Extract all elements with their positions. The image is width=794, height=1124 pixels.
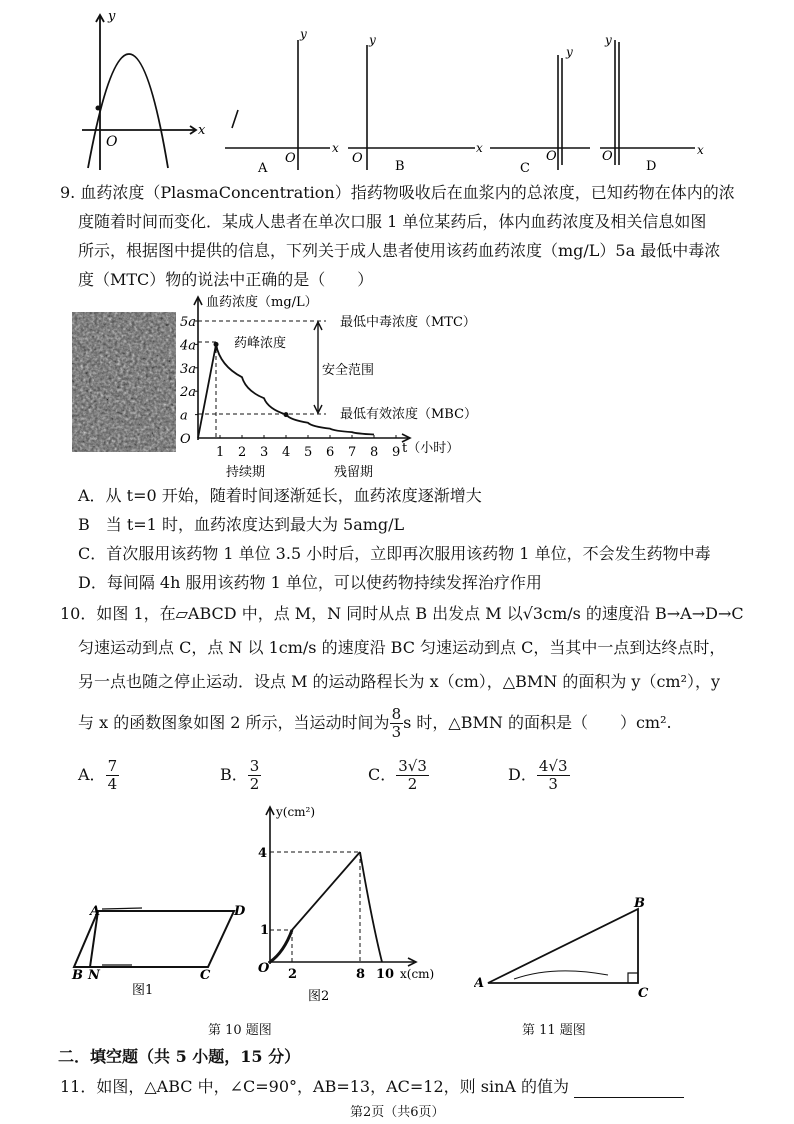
q10-time-fraction: $\frac{8}{3}$ — [391, 705, 402, 741]
q9-safe-arrow — [314, 322, 322, 413]
fig1-label-a: A — [90, 904, 101, 919]
q9-xtick-label: 2 — [238, 445, 247, 460]
q8d-o: O — [602, 149, 613, 164]
q8a-x: x — [332, 141, 339, 155]
q8-axis-y: y — [108, 9, 116, 24]
q11-figure — [474, 895, 674, 1005]
pill-photo — [72, 312, 176, 452]
q9-xlabel: t（小时） — [402, 441, 460, 456]
q9-concentration-chart — [176, 290, 616, 486]
fig2-tick-x8: 8 — [356, 967, 366, 982]
q10-line-4b: s 时，△BMN 的面积是（ ）cm². — [403, 713, 672, 732]
q8b-o: O — [352, 151, 363, 166]
q9-line-3: 所示，根据图中提供的信息，下列关于成人患者使用该药血药浓度（mg/L）5a 最低中毒浓 — [78, 241, 721, 260]
fig2-tick-x10: 10 — [376, 967, 395, 982]
q10-line-2: 匀速运动到点 C，点 N 以 1cm/s 的速度沿 BC 匀速运动到点 C，当其中一点到达终点时， — [78, 638, 726, 657]
parallelogram-abcd — [74, 911, 234, 967]
q9-ytick-label: a — [180, 408, 188, 424]
q10-figure-caption: 第 10 题图 — [208, 1023, 272, 1038]
q9-xtick-label: 9 — [392, 445, 401, 460]
q9-xtick-label: 8 — [370, 445, 379, 460]
q8a-y: y — [300, 27, 307, 41]
q8-option-d-label: D — [646, 159, 657, 174]
q10-option-c: C． $\frac{3√3}{2}$ — [368, 757, 427, 793]
q9-ytick-label: O — [180, 432, 191, 447]
fig2-tick-y4: 4 — [258, 846, 268, 861]
q10-line-4 — [78, 706, 672, 741]
q9-residual-label: 残留期 — [334, 465, 374, 480]
q9-option-c: C．首次服用该药物 1 单位 3.5 小时后，立即再次服用该药物 1 单位，不会发生药物中毒 — [78, 544, 711, 563]
q9-line-4: 度（MTC）物的说法中正确的是（ ） — [78, 270, 374, 289]
fig2-tick-y1: 1 — [260, 923, 270, 938]
q9-ytick-label: 5a — [180, 315, 197, 330]
q9-xtick-label: 6 — [326, 445, 335, 460]
q9-mbc-label: 最低有效浓度（MBC） — [340, 407, 478, 422]
section-heading: 二．填空题（共 5 小题，15 分） — [58, 1047, 301, 1066]
fig2-tick-x2: 2 — [288, 967, 298, 982]
fig2-line-segment — [292, 852, 360, 930]
q10-figure-1 — [62, 895, 262, 995]
q9-line-1: 9. 血药浓度（PlasmaConcentration）指药物吸收后在血浆内的总浓度，已知药物在体内的浓 — [60, 183, 735, 202]
fig1-caption: 图1 — [132, 983, 154, 995]
q9-concentration-curve — [198, 344, 374, 438]
fig2-curve-segment — [270, 930, 292, 962]
q10-line-3: 另一点也随之停止运动．设点 M 的运动路程长为 x（cm），△BMN 的面积为 y（cm²），y — [78, 672, 721, 691]
q9-xtick-label: 3 — [260, 445, 269, 460]
q11-label-c: C — [638, 986, 649, 1001]
q11-question: 11．如图，△ABC 中，∠C=90°，AB=13，AC=12，则 sinA 的值为 — [60, 1076, 684, 1098]
q8a-o: O — [285, 151, 296, 166]
q8-graphs — [0, 0, 794, 178]
q8c-y: y — [566, 45, 573, 59]
q9-peak-label: 药峰浓度 — [234, 336, 287, 351]
q8-option-a-graph — [225, 40, 330, 170]
q9-ylabel: 血药浓度（mg/L） — [206, 295, 318, 310]
fig2-origin: O — [258, 961, 270, 976]
q8-option-c-label: C — [520, 161, 530, 176]
q8-option-a-label: A — [258, 161, 268, 176]
q8d-y: y — [605, 33, 612, 47]
q9-option-b: B 当 t=1 时，血药浓度达到最大为 5amg/L — [78, 515, 405, 534]
q11-label-a: A — [474, 976, 485, 991]
q8-option-c-graph — [490, 55, 590, 170]
q10-option-b: B． $\frac{3}{2}$ — [220, 757, 260, 793]
q8-option-d-graph — [600, 40, 695, 165]
q9-line-2: 度随着时间而变化．某成人患者在单次口服 1 单位某药后，体内血药浓度及相关信息如图 — [78, 212, 707, 231]
q11-label-b: B — [634, 896, 645, 911]
fig2-decline-segment — [360, 852, 382, 962]
triangle-abc — [488, 909, 638, 983]
q9-xtick-label: 7 — [348, 445, 357, 460]
q9-option-a: A．从 t=0 开始，随着时间逐渐延长，血药浓度逐渐增大 — [78, 486, 482, 505]
q9-option-d: D．每间隔 4h 服用该药物 1 单位，可以使药物持续发挥治疗作用 — [78, 573, 542, 592]
fig1-label-c: C — [200, 968, 211, 983]
q11-answer-blank[interactable] — [574, 1081, 684, 1098]
q10-line-4a: 与 x 的函数图象如图 2 所示，当运动时间为 — [78, 713, 390, 732]
fig1-label-n: N — [88, 968, 100, 983]
fig1-label-b: B — [72, 968, 83, 983]
q9-xtick-label: 1 — [216, 445, 225, 460]
q10-line-1: 10．如图 1，在▱ABCD 中，点 M，N 同时从点 B 出发点 M 以√3cm/s 的速度沿 B→A→D→C — [60, 604, 744, 623]
q8b-x: x — [476, 141, 483, 155]
q9-ytick-label: 4a — [180, 338, 197, 354]
q8-option-b-label: B — [395, 159, 405, 174]
q11-figure-caption: 第 11 题图 — [522, 1023, 586, 1038]
q10-option-a: A． $\frac{7}{4}$ — [78, 757, 118, 793]
q9-safe-label: 安全范围 — [322, 363, 375, 378]
q10-figure-2 — [250, 802, 450, 1002]
q8-option-b-graph — [348, 45, 475, 170]
q9-mtc-label: 最低中毒浓度（MTC） — [340, 315, 476, 330]
fig1-label-d: D — [234, 904, 246, 919]
fig2-caption: 图2 — [308, 989, 330, 1002]
q10-option-d: D． $\frac{4√3}{3}$ — [508, 757, 568, 793]
q8-axis-x: x — [198, 123, 206, 138]
q9-xtick-label: 4 — [282, 445, 291, 460]
q9-xtick-label: 5 — [304, 445, 313, 460]
fig2-xlabel: x(cm) — [400, 967, 435, 981]
page-footer: 第2页（共6页） — [350, 1105, 445, 1120]
fig2-ylabel: y(cm²) — [276, 805, 316, 819]
q9-ytick-label: 3a — [180, 361, 197, 377]
q8b-y: y — [369, 33, 376, 47]
q8-origin: O — [106, 134, 118, 150]
q8d-x: x — [697, 143, 704, 157]
q8-parabola-graph — [82, 15, 196, 170]
q8c-o: O — [546, 149, 557, 164]
q9-ytick-label: 2a — [180, 385, 197, 401]
q9-sustain-label: 持续期 — [226, 465, 266, 480]
